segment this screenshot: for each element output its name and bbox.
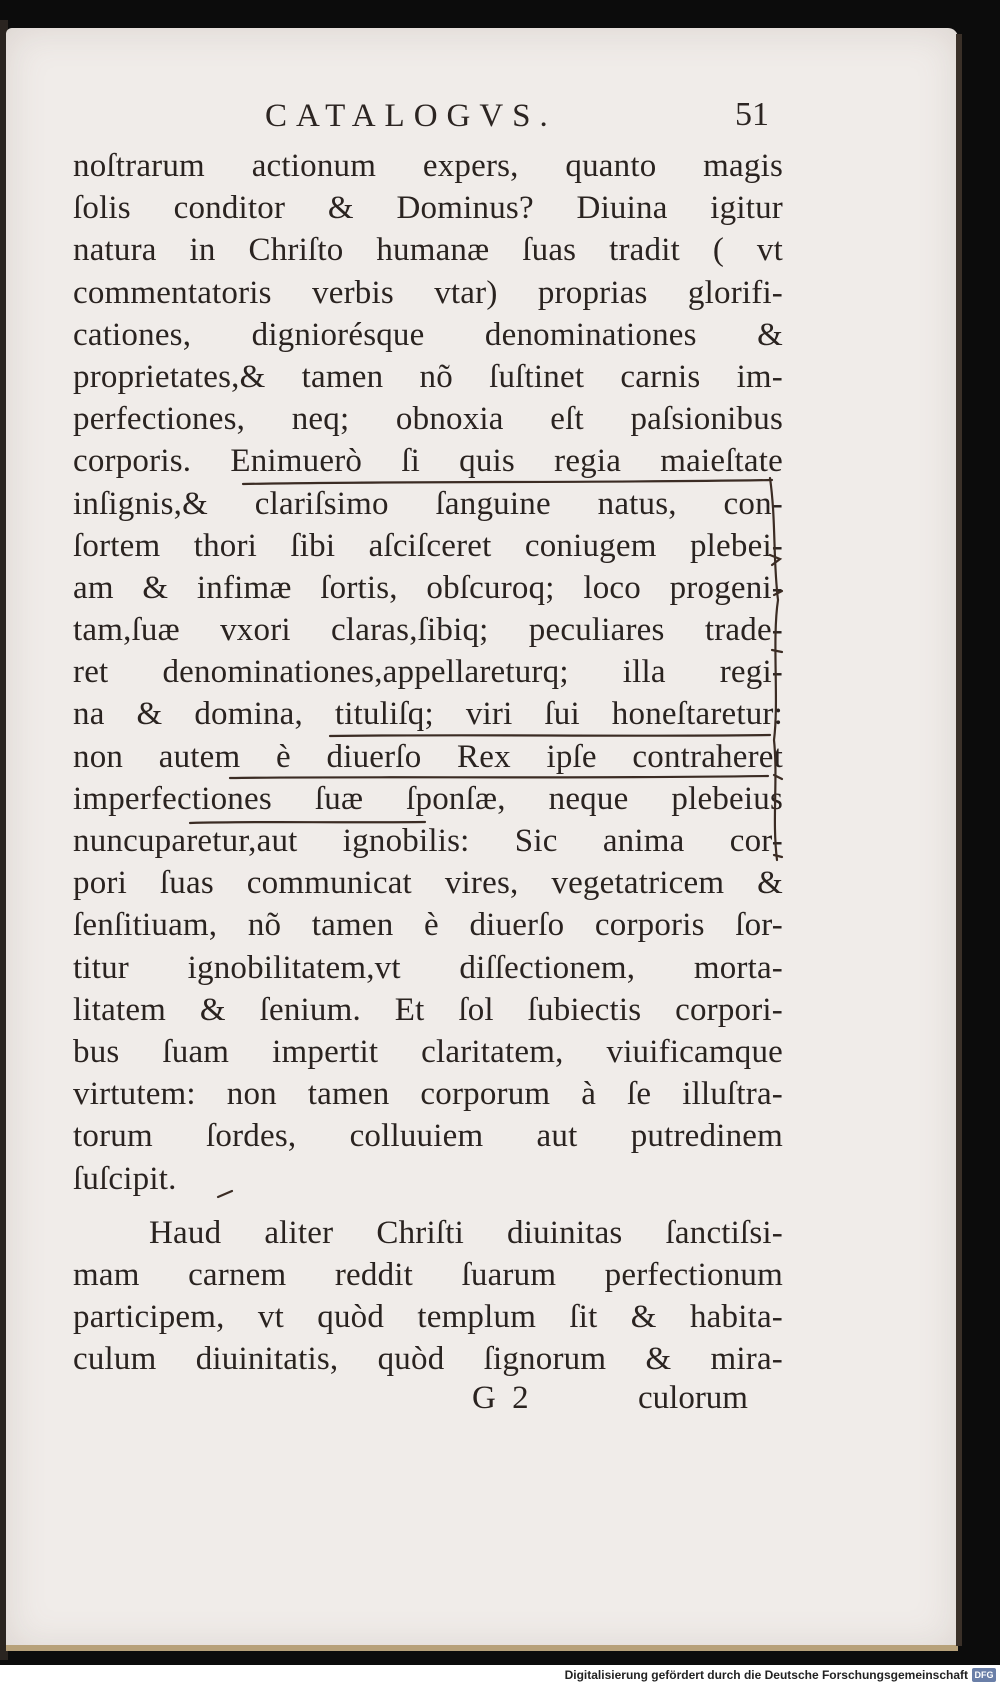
page-number: 51 [735,96,769,133]
text-line: tam,ſuæ vxori claras,ſibiq; peculiares trade- [73,612,783,649]
text-line: na & domina, tituliſq; viri ſui honeſtaretur: [73,696,783,733]
text-line: Haud aliter Chriſti diuinitas ſanctiſsi- [149,1214,783,1251]
text-line: commentatoris verbis vtar) proprias glorifi- [73,274,783,311]
text-line: titur ignobilitatem,vt diſſectionem, morta- [73,949,783,986]
text-line: ſortem thori ſibi aſciſceret coniugem plebei- [73,527,783,564]
text-line: proprietates,& tamen nõ ſuſtinet carnis im- [73,358,783,395]
text-line: mam carnem reddit ſuarum perfectionum [73,1256,783,1293]
dfg-logo-icon: DFG [972,1668,996,1682]
text-line: ſenſitiuam, nõ tamen è diuerſo corporis ſor- [73,907,783,944]
text-line: natura in Chriſto humanæ ſuas tradit ( vt [73,232,783,269]
text-line: participem, vt quòd templum ſit & habita- [73,1299,783,1336]
text-line: am & infimæ ſortis, obſcuroq; loco progeni- [73,569,783,606]
text-line: corporis. Enimuerò ſi quis regia maieſtate [73,443,783,480]
page-bottom-edge [6,1645,958,1651]
catchword: culorum [638,1380,748,1416]
text-line: ſolis conditor & Dominus? Diuina igitur [73,190,783,227]
text-line: litatem & ſenium. Et ſol ſubiectis corpori- [73,991,783,1028]
text-line: torum ſordes, colluuiem aut putredinem [73,1118,783,1155]
text-line: bus ſuam impertit claritatem, viuificamque [73,1033,783,1070]
text-line: non autem è diuerſo Rex ipſe contraheret [73,738,783,775]
text-line: imperfectiones ſuæ ſponſæ, neque plebeius [73,780,783,817]
body-text [73,145,783,1380]
signature-mark: G 2 [472,1380,533,1416]
text-line: ſuſcipit. [73,1160,177,1197]
funding-credit: Digitalisierung gefördert durch die Deutsche Forschungsgemeinschaft [564,1668,968,1682]
text-line: noſtrarum actionum expers, quanto magis [73,148,783,184]
page-foot [0,1380,1000,1424]
text-line: nuncuparetur,aut ignobilis: Sic anima cor- [73,823,783,859]
text-line: ret denominationes,appellareturq; illa regi- [73,654,783,691]
text-line: virtutem: non tamen corporum à ſe illuſtra- [73,1076,783,1113]
text-line: perfectiones, neq; obnoxia eſt paſsionibus [73,401,783,438]
text-line: culum diuinitatis, quòd ſignorum & mira- [73,1341,783,1378]
digitization-footer [0,1665,1000,1688]
text-line: cationes, digniorésque denominationes & [73,316,783,353]
page-header [0,98,1000,138]
text-line: inſignis,& clariſsimo ſanguine natus, con- [73,485,783,522]
running-head: CATALOGVS. [265,98,557,134]
text-line: pori ſuas communicat vires, vegetatricem & [73,865,783,902]
